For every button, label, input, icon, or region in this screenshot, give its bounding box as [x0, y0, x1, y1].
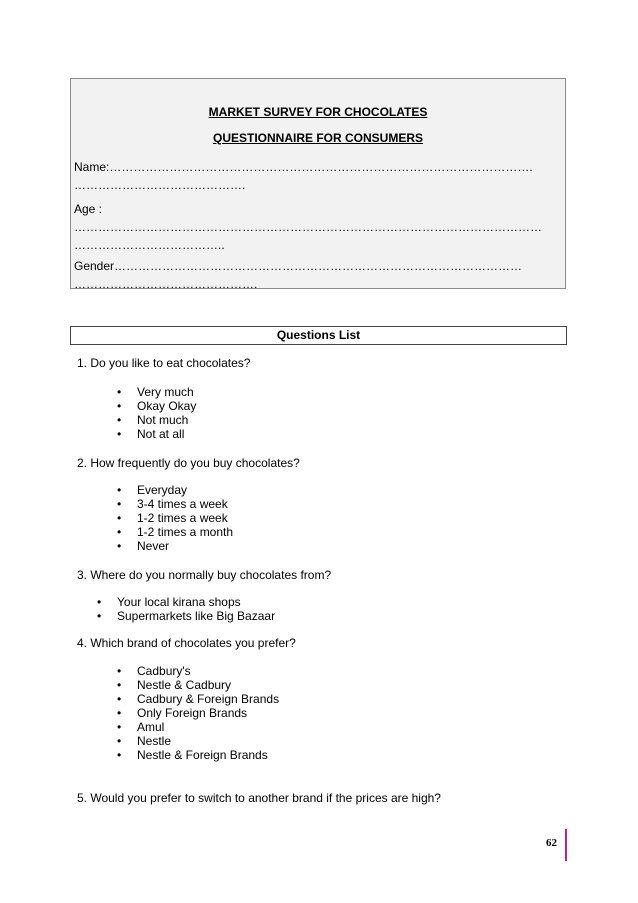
- bullet-icon: •: [117, 511, 122, 525]
- bullet-icon: •: [117, 706, 122, 720]
- question-3: 3. Where do you normally buy chocolates from?: [77, 568, 332, 582]
- question-1: 1. Do you like to eat chocolates?: [77, 356, 251, 370]
- list-item: • Nestle & Cadbury: [117, 678, 232, 692]
- list-item: • Your local kirana shops: [97, 595, 241, 609]
- bullet-icon: •: [117, 539, 122, 553]
- gender-field-line1: Gender…………………………………………………………………………………………: [74, 259, 523, 273]
- list-item: • Not much: [117, 413, 189, 427]
- gender-field-line2: ……………………………………….: [74, 277, 258, 291]
- list-item: • Nestle: [117, 734, 172, 748]
- list-item: • Cadbury's: [117, 664, 191, 678]
- bullet-icon: •: [117, 413, 122, 427]
- age-field-line3: ………………………………..: [74, 238, 225, 252]
- question-3-options: [97, 595, 275, 623]
- bullet-icon: •: [117, 427, 122, 441]
- bullet-icon: •: [117, 734, 122, 748]
- name-field-line1: Name:…………………………………………………………………………………………….: [74, 160, 533, 174]
- question-2: 2. How frequently do you buy chocolates?: [77, 456, 300, 470]
- bullet-icon: •: [97, 595, 102, 609]
- page-number-accent-bar: [565, 829, 567, 861]
- bullet-icon: •: [117, 525, 122, 539]
- list-item: • 1-2 times a week: [117, 511, 228, 525]
- survey-header-box: [70, 78, 566, 289]
- questions-list-header: Questions List: [70, 326, 567, 345]
- bullet-icon: •: [117, 720, 122, 734]
- question-2-options: [117, 483, 233, 553]
- bullet-icon: •: [117, 748, 122, 762]
- survey-title: MARKET SURVEY FOR CHOCOLATES: [208, 105, 428, 119]
- survey-subtitle: QUESTIONNAIRE FOR CONSUMERS: [212, 131, 423, 145]
- bullet-icon: •: [117, 497, 122, 511]
- question-4: 4. Which brand of chocolates you prefer?: [77, 636, 296, 650]
- age-field-label: Age :: [74, 202, 103, 216]
- question-5: 5. Would you prefer to switch to another brand if the prices are high?: [77, 791, 441, 805]
- list-item: • Not at all: [117, 427, 185, 441]
- bullet-icon: •: [117, 692, 122, 706]
- bullet-icon: •: [117, 385, 122, 399]
- bullet-icon: •: [117, 678, 122, 692]
- name-field-line2: …………………………………….: [74, 178, 246, 192]
- list-item: • 3-4 times a week: [117, 497, 228, 511]
- question-4-options: [117, 664, 279, 762]
- list-item: • 1-2 times a month: [117, 525, 234, 539]
- bullet-icon: •: [117, 483, 122, 497]
- page-number: 62: [546, 837, 557, 849]
- list-item: • Only Foreign Brands: [117, 706, 248, 720]
- list-item: • Never: [117, 539, 170, 553]
- list-item: • Very much: [117, 385, 194, 399]
- bullet-icon: •: [117, 664, 122, 678]
- list-item: • Nestle & Foreign Brands: [117, 748, 268, 762]
- list-item: • Cadbury & Foreign Brands: [117, 692, 280, 706]
- age-field-line2: ………………………………………………………………………………………………………: [74, 220, 542, 234]
- list-item: • Amul: [117, 720, 165, 734]
- bullet-icon: •: [117, 399, 122, 413]
- list-item: • Okay Okay: [117, 399, 197, 413]
- question-1-options: [117, 385, 196, 441]
- bullet-icon: •: [97, 609, 102, 623]
- list-item: • Supermarkets like Big Bazaar: [97, 609, 276, 623]
- list-item: • Everyday: [117, 483, 188, 497]
